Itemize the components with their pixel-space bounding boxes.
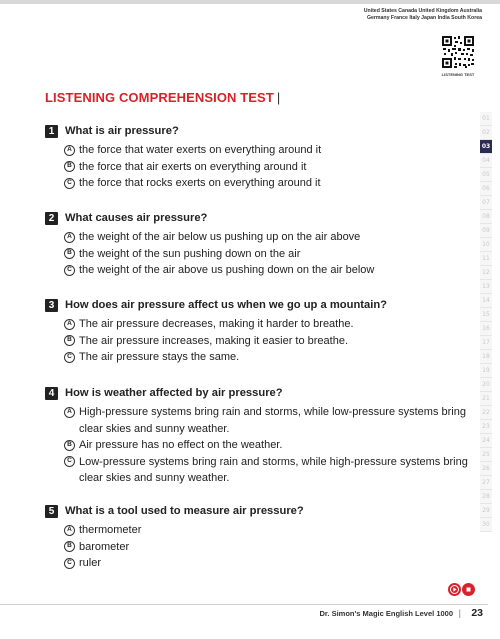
answer-option[interactable]: [64, 175, 484, 192]
chapter-tab[interactable]: 30: [480, 518, 492, 532]
chapter-tab[interactable]: 27: [480, 476, 492, 490]
answer-option[interactable]: [64, 454, 484, 487]
chapter-tab[interactable]: 07: [480, 196, 492, 210]
option-text: the weight of the air above us pushing down on the air below: [79, 264, 375, 276]
chapter-tab[interactable]: 20: [480, 378, 492, 392]
option-letter: B: [64, 248, 75, 259]
chapter-tab[interactable]: 21: [480, 392, 492, 406]
question-4: [45, 385, 484, 487]
question-text: What is a tool used to measure air pressure?: [65, 505, 304, 517]
option-text: Air pressure has no effect on the weather.: [79, 439, 283, 451]
answer-option[interactable]: [64, 349, 484, 366]
answer-option[interactable]: [64, 142, 484, 159]
chapter-tab[interactable]: 13: [480, 280, 492, 294]
option-text: The air pressure decreases, making it harder to breathe.: [79, 318, 354, 330]
chapter-tab[interactable]: 24: [480, 434, 492, 448]
chapter-tab[interactable]: 11: [480, 252, 492, 266]
chapter-tab[interactable]: 03: [480, 140, 492, 154]
answer-option[interactable]: [64, 316, 484, 333]
stop-audio-icon[interactable]: [462, 583, 475, 596]
chapter-tab[interactable]: 01: [480, 112, 492, 126]
answer-option[interactable]: [64, 437, 484, 454]
chapter-tab[interactable]: 19: [480, 364, 492, 378]
option-letter: A: [64, 232, 75, 243]
option-letter: B: [64, 440, 75, 451]
chapter-tab[interactable]: 05: [480, 168, 492, 182]
answer-option[interactable]: [64, 555, 484, 572]
answer-option[interactable]: [64, 333, 484, 350]
question-text: What is air pressure?: [65, 125, 179, 137]
qr-label: LISTENING TEST: [441, 72, 475, 77]
question-text: How is weather affected by air pressure?: [65, 387, 283, 399]
chapter-tab[interactable]: 14: [480, 294, 492, 308]
answer-option[interactable]: [64, 404, 484, 437]
question-number: 1: [45, 125, 58, 138]
answer-option[interactable]: [64, 229, 484, 246]
countries-list: [364, 8, 482, 22]
footer-separator: |: [458, 608, 461, 618]
title-bar: |: [276, 90, 281, 105]
chapter-tab[interactable]: 09: [480, 224, 492, 238]
option-letter: C: [64, 178, 75, 189]
chapter-tabs: [480, 112, 492, 532]
answer-option[interactable]: [64, 522, 484, 539]
option-text: the weight of the air below us pushing up on the air above: [79, 231, 361, 243]
top-bar: [0, 0, 500, 4]
page-number: 23: [471, 607, 483, 619]
option-letter: B: [64, 541, 75, 552]
chapter-tab[interactable]: 29: [480, 504, 492, 518]
chapter-tab[interactable]: 17: [480, 336, 492, 350]
question-number: 3: [45, 299, 58, 312]
question-number: 5: [45, 505, 58, 518]
question-text: How does air pressure affect us when we go up a mountain?: [65, 299, 388, 311]
option-text: The air pressure stays the same.: [79, 351, 240, 363]
question-3: [45, 297, 484, 366]
qr-code-icon[interactable]: [441, 35, 475, 69]
option-text: Low-pressure systems bring rain and storms, while high-pressure systems bring clear skies and sunny weather.: [79, 455, 468, 484]
option-text: ruler: [79, 557, 102, 569]
option-text: The air pressure increases, making it easier to breathe.: [79, 334, 349, 347]
option-text: the force that air exerts on everything around it: [79, 160, 307, 173]
countries-line-2: Germany France Italy Japan India South Korea: [366, 15, 482, 21]
question-number: 2: [45, 212, 58, 225]
option-text: the force that rocks exerts on everything around it: [79, 177, 321, 189]
page-title-text: LISTENING COMPREHENSION TEST: [45, 90, 274, 105]
option-text: thermometer: [79, 524, 142, 536]
question-5: [45, 503, 484, 572]
option-text: barometer: [79, 540, 130, 553]
chapter-tab[interactable]: 10: [480, 238, 492, 252]
chapter-tab[interactable]: 08: [480, 210, 492, 224]
option-text: High-pressure systems bring rain and storms, while low-pressure systems bring clear skies and sunny weather.: [79, 406, 466, 435]
chapter-tab[interactable]: 25: [480, 448, 492, 462]
option-letter: C: [64, 558, 75, 569]
chapter-tab[interactable]: 22: [480, 406, 492, 420]
chapter-tab[interactable]: 06: [480, 182, 492, 196]
option-letter: C: [64, 352, 75, 363]
footer-rule: [0, 604, 488, 605]
option-letter: C: [64, 456, 75, 467]
option-text: the force that water exerts on everything around it: [79, 144, 322, 156]
chapter-tab[interactable]: 15: [480, 308, 492, 322]
answer-option[interactable]: [64, 246, 484, 263]
option-letter: A: [64, 319, 75, 330]
question-2: [45, 210, 484, 279]
chapter-tab[interactable]: 02: [480, 126, 492, 140]
chapter-tab[interactable]: 26: [480, 462, 492, 476]
chapter-tab[interactable]: 04: [480, 154, 492, 168]
chapter-tab[interactable]: 28: [480, 490, 492, 504]
chapter-tab[interactable]: 23: [480, 420, 492, 434]
option-letter: B: [64, 335, 75, 346]
chapter-tab[interactable]: 18: [480, 350, 492, 364]
book-title: Dr. Simon's Magic English Level 1000: [319, 609, 453, 618]
page-title: [45, 90, 280, 105]
page-footer: [0, 604, 500, 624]
countries-line-1: United States Canada United Kingdom Australia: [363, 8, 482, 14]
question-1: [45, 123, 484, 192]
answer-option[interactable]: [64, 159, 484, 176]
question-number: 4: [45, 387, 58, 400]
option-letter: C: [64, 265, 75, 276]
option-letter: A: [64, 525, 75, 536]
option-letter: B: [64, 161, 75, 172]
option-letter: A: [64, 407, 75, 418]
answer-option[interactable]: [64, 539, 484, 556]
chapter-tab[interactable]: 12: [480, 266, 492, 280]
question-text: What causes air pressure?: [65, 212, 208, 224]
chapter-tab[interactable]: 16: [480, 322, 492, 336]
play-audio-icon[interactable]: [448, 583, 461, 596]
option-letter: A: [64, 145, 75, 156]
option-text: the weight of the sun pushing down on the air: [79, 247, 301, 260]
answer-option[interactable]: [64, 262, 484, 279]
